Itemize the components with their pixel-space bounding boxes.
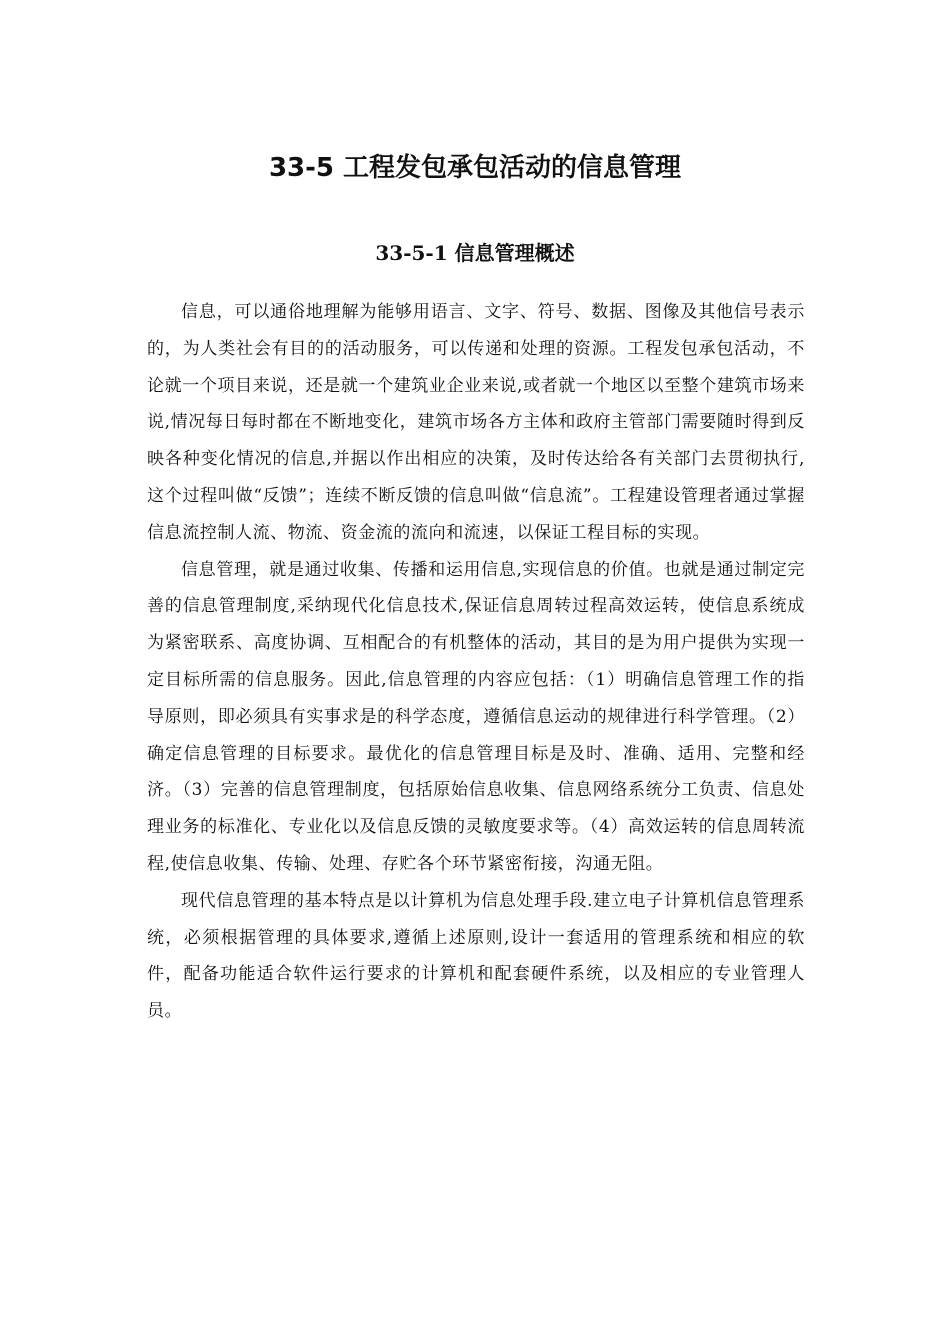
- document-body: [147, 294, 805, 1030]
- document-title: 33-5 工程发包承包活动的信息管理: [268, 153, 682, 183]
- section-title: 33-5-1 信息管理概述: [375, 241, 575, 265]
- paragraph-information-definition: 信息，可以通俗地理解为能够用语言、文字、符号、数据、图像及其他信号表示的，为人类社会有目的的活动服务，可以传递和处理的资源。工程发包承包活动，不论就一个项目来说，还是就一个建筑业企业来说,或者就一个地区以至整个建筑市场来说,情况每日每时都在不断地变化，建筑市场各方主体和政府主管部门需要随时得到反映各种变化情况的信息,并据以作出相应的决策，及时传达给各有关部门去贯彻执行,这个过程叫做“反馈”；连续不断反馈的信息叫做“信息流”。工程建设管理者通过掌握信息流控制人流、物流、资金流的流向和流速，以保证工程目标的实现。: [147, 302, 805, 543]
- paragraph-information-management: 信息管理，就是通过收集、传播和运用信息,实现信息的价值。也就是通过制定完善的信息管理制度,采纳现代化信息技术,保证信息周转过程高效运转，使信息系统成为紧密联系、高度协调、互相配合的有机整体的活动，其目的是为用户提供为实现一定目标所需的信息服务。因此,信息管理的内容应包括：（1）明确信息管理工作的指导原则，即必须具有实事求是的科学态度，遵循信息运动的规律进行科学管理。（2）确定信息管理的目标要求。最优化的信息管理目标是及时、准确、适用、完整和经济。（3）完善的信息管理制度，包括原始信息收集、信息网络系统分工负责、信息处理业务的标准化、专业化以及信息反馈的灵敏度要求等。（4）高效运转的信息周转流程,使信息收集、传输、处理、存贮各个环节紧密衔接，沟通无阻。: [147, 559, 805, 874]
- paragraph-modern-information-management: 现代信息管理的基本特点是以计算机为信息处理手段.建立电子计算机信息管理系统，必须根据管理的具体要求,遵循上述原则,设计一套适用的管理系统和相应的软件，配备功能适合软件运行要求的计算机和配套硬件系统，以及相应的专业管理人员。: [147, 890, 805, 1022]
